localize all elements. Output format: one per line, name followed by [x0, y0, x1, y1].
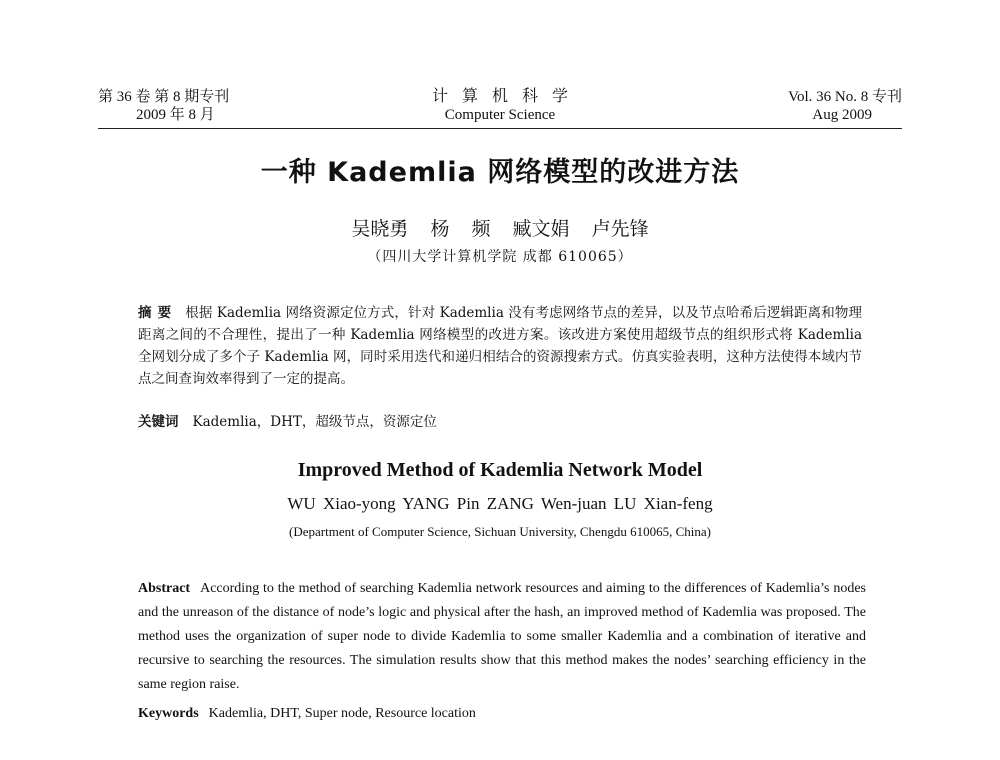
header-date-cn: 2009 年 8 月: [136, 107, 215, 123]
header-volume-en: [788, 88, 902, 124]
keywords-cn-label: 关键词: [138, 414, 179, 430]
header-divider: [98, 128, 902, 129]
header-date-en: Aug 2009: [812, 107, 872, 123]
header-vol-no: Vol. 36 No. 8 专刊: [788, 89, 902, 105]
keywords-cn: [138, 412, 862, 432]
journal-name-cn: 计算机科学: [431, 88, 582, 105]
header-journal: [98, 88, 902, 124]
abstract-cn-label: 摘要: [138, 305, 178, 321]
running-header: [98, 88, 902, 128]
paper-title-cn: 一种 Kademlia 网络模型的改进方法: [260, 157, 740, 188]
header-volume: 第 36 卷 第 8 期专刊: [98, 89, 230, 105]
abstract-en-label: Abstract: [138, 581, 191, 596]
abstract-cn-text: 根据 Kademlia 网络资源定位方式，针对 Kademlia 没有考虑网络节点的差异，以及节点哈希后逻辑距离和物理距离之间的不合理性，提出了一种 Kademlia 网络模型的改进方案。该改进方案使用超级节点的组织形式将 Kademlia 全网划分成了多个子 Kademlia 网，同时采用迭代和递归相结合的资源搜索方式。仿真实验表明，这种方法使得本域内节点之间查询效率得到了一定的提高。: [138, 305, 863, 387]
keywords-en: [138, 704, 866, 724]
journal-name-en: Computer Science: [444, 107, 556, 123]
authors-en: WU Xiao-yong YANG Pin ZANG Wen-juan LU Xian-feng: [287, 494, 713, 513]
affiliation-en: (Department of Computer Science, Sichuan University, Chengdu 610065, China): [289, 524, 711, 539]
authors-cn: 吴晓勇 杨 频 臧文娟 卢先锋: [351, 218, 649, 240]
abstract-en: [138, 577, 866, 697]
affiliation-cn: （四川大学计算机学院 成都 610065）: [367, 249, 633, 265]
paper-title-en: Improved Method of Kademlia Network Model: [297, 459, 703, 481]
keywords-en-label: Keywords: [138, 706, 199, 721]
keywords-en-text: Kademlia, DHT, Super node, Resource location: [208, 706, 476, 721]
keywords-cn-text: Kademlia，DHT，超级节点，资源定位: [192, 414, 437, 430]
abstract-cn: [138, 302, 862, 390]
abstract-en-text: According to the method of searching Kademlia network resources and aiming to the differences of Kademlia’s nodes and the unreason of the distance of node’s logic and physical after the hash, an improved method of Kademlia was proposed. The method uses the organization of super node to divide Kademlia to some smaller Kademlia and a combination of iterative and recursive to searching the resources. The simulation results show that this method makes the nodes’ searching efficiency in the same region raise.: [138, 581, 866, 692]
